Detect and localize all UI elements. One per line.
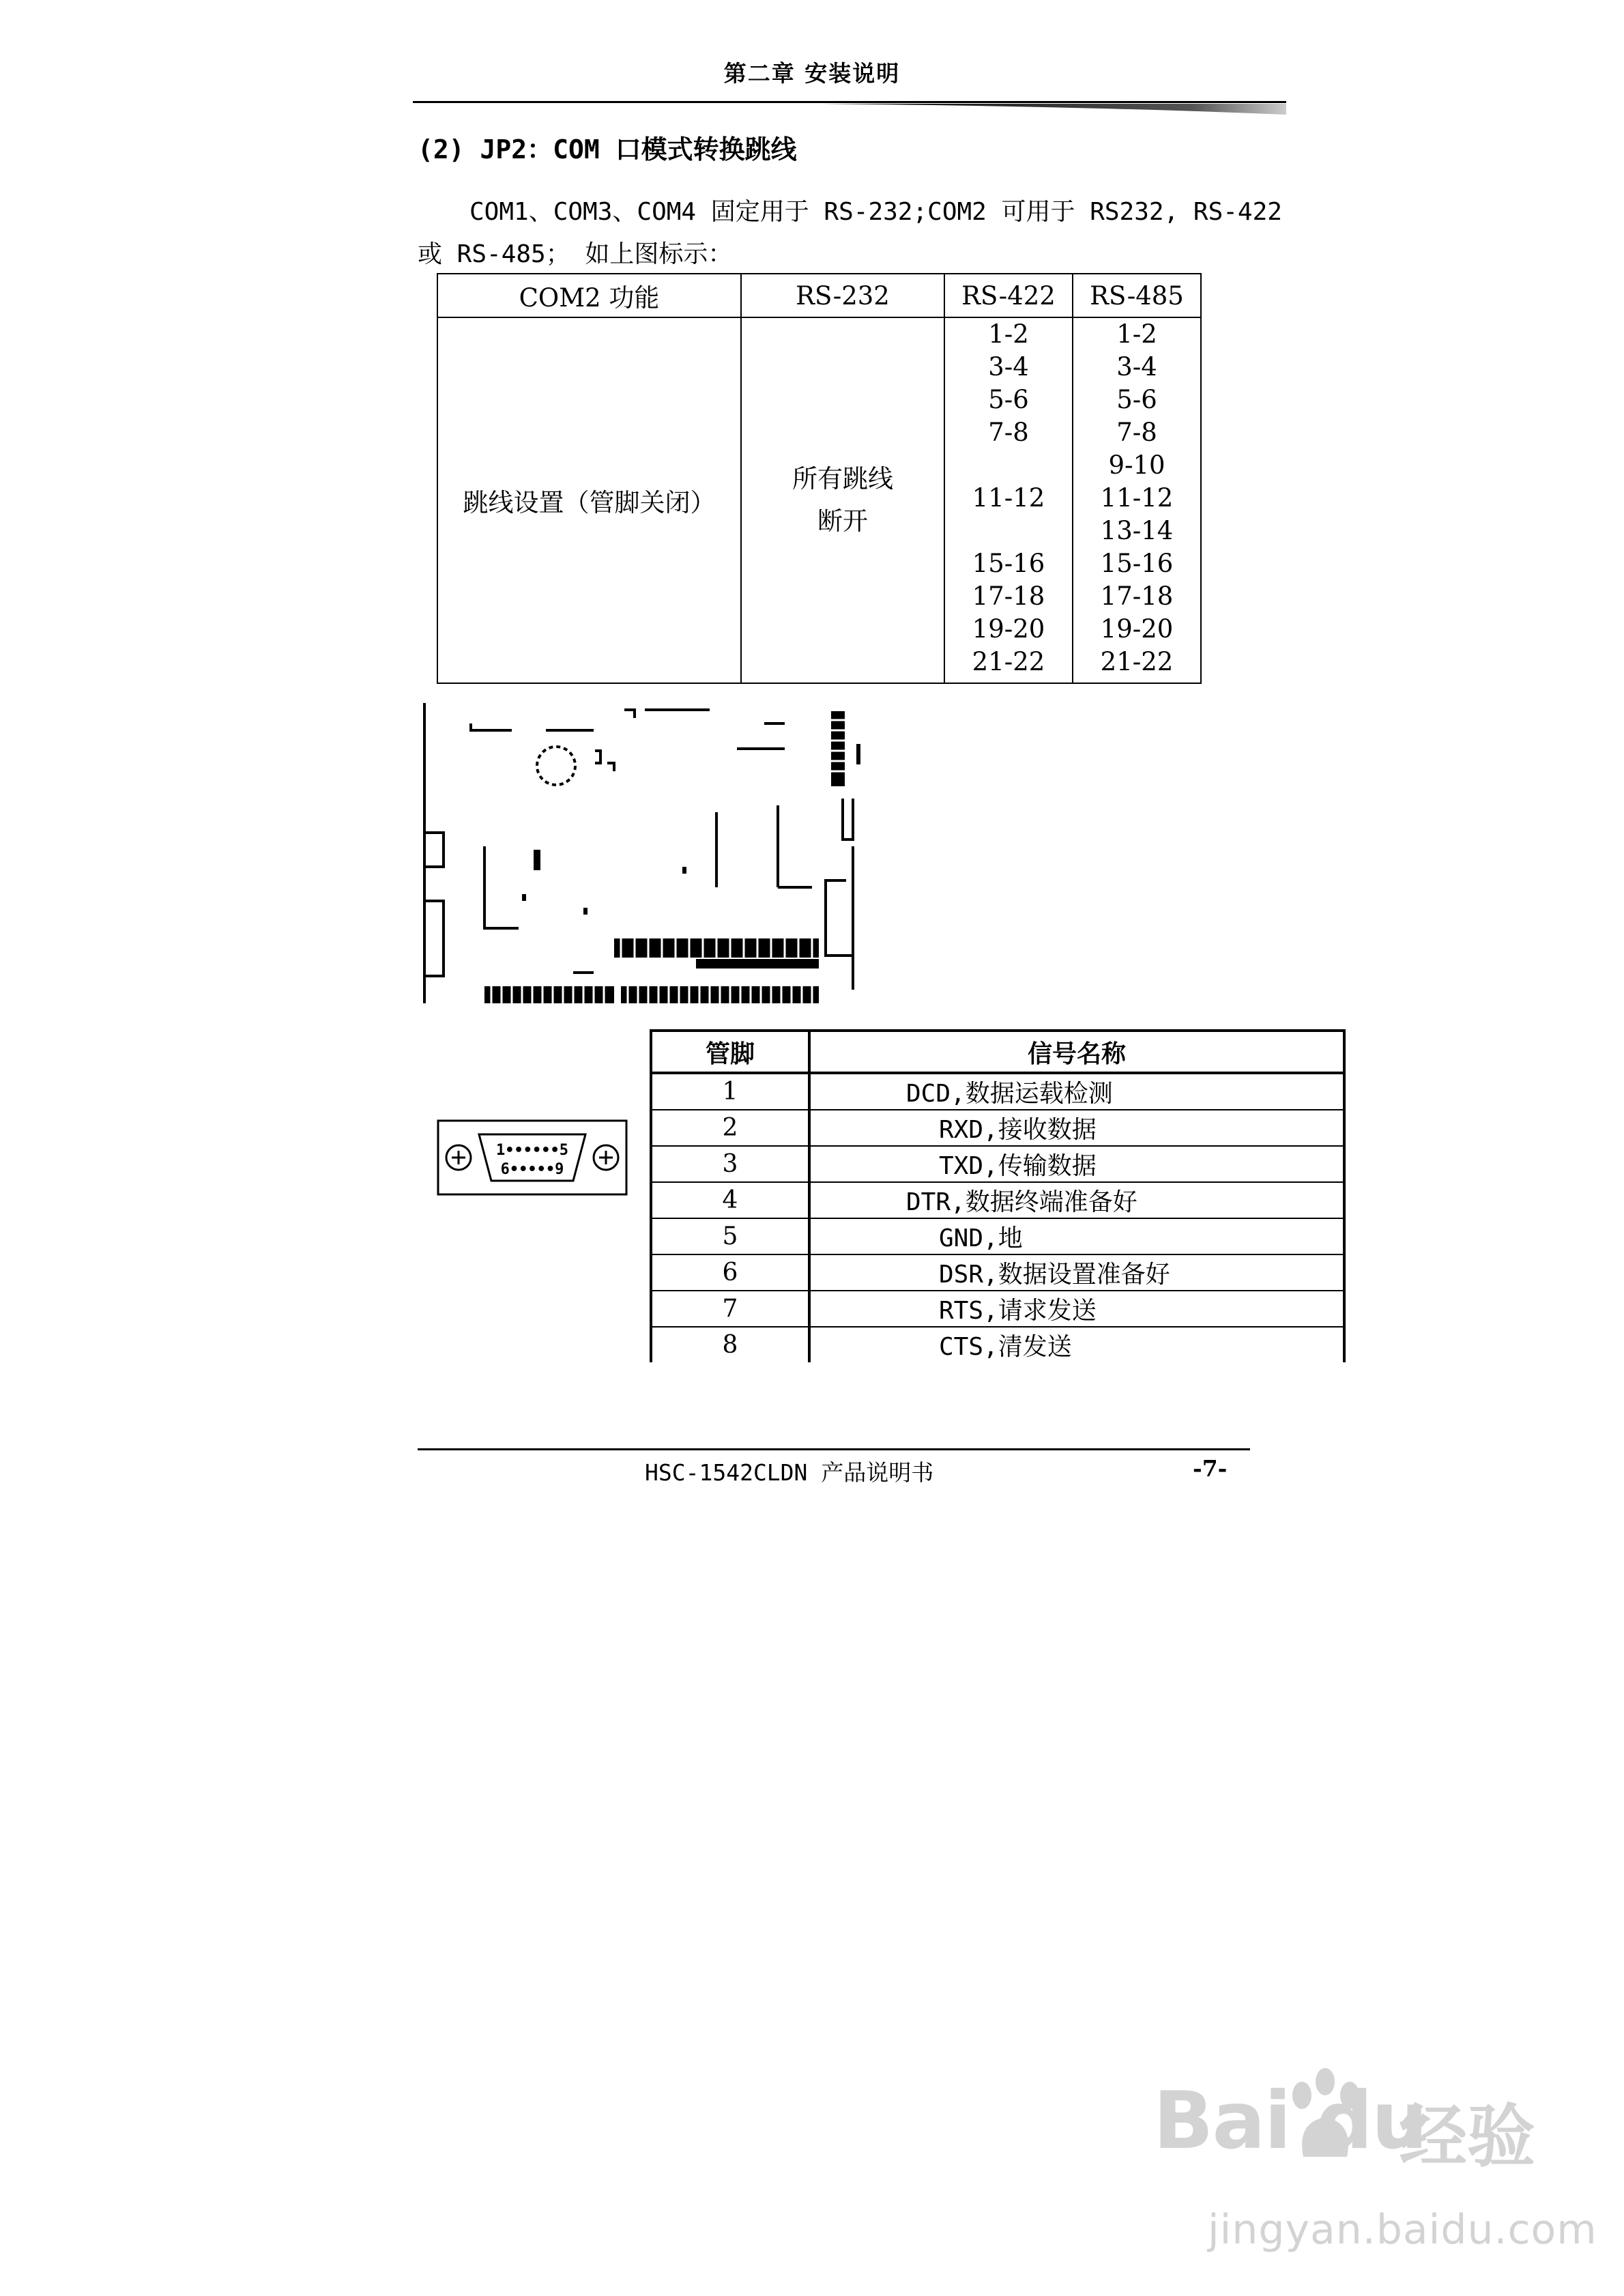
pin-pair: 11-12 bbox=[972, 483, 1045, 513]
pin-pair bbox=[945, 515, 1072, 547]
signal-name: TXD,传输数据 bbox=[809, 1146, 1344, 1182]
pin-signal-table bbox=[650, 1029, 1346, 1362]
col-header-function: COM2 功能 bbox=[437, 274, 741, 317]
pin-pair: 5-6 bbox=[1116, 385, 1157, 414]
signal-name: DCD,数据运载检测 bbox=[809, 1073, 1344, 1110]
jumper-table-header bbox=[437, 274, 1201, 317]
table-row bbox=[651, 1110, 1344, 1146]
col-header-pin: 管脚 bbox=[651, 1031, 809, 1073]
watermark-url: jingyan.baidu.com bbox=[1208, 2206, 1597, 2254]
pin-pair bbox=[945, 449, 1072, 482]
db9-connector-diagram bbox=[437, 1119, 628, 1196]
table-row bbox=[651, 1218, 1344, 1254]
pin-pair: 1-2 bbox=[1116, 319, 1157, 349]
table-row bbox=[651, 1291, 1344, 1327]
signal-name: CTS,清发送 bbox=[809, 1327, 1344, 1362]
pin-pair: 7-8 bbox=[1116, 418, 1157, 447]
connector-top-pins: 1••••••5 bbox=[496, 1142, 568, 1159]
header-rule bbox=[413, 101, 1286, 116]
pin-number: 6 bbox=[651, 1254, 809, 1291]
baidu-jingyan-watermark bbox=[1153, 2075, 1597, 2280]
pin-pair: 1-2 bbox=[988, 319, 1029, 349]
watermark-brand: Bai du bbox=[1153, 2075, 1427, 2167]
paragraph-line-1: COM1、COM3、COM4 固定用于 RS-232;COM2 可用于 RS232, RS-422 bbox=[469, 198, 1282, 226]
rs232-line-1: 所有跳线 bbox=[792, 464, 893, 493]
signal-name: RTS,请求发送 bbox=[809, 1291, 1344, 1327]
pin-pair: 9-10 bbox=[1108, 450, 1165, 480]
footer-rule bbox=[418, 1448, 1250, 1450]
pin-pair: 15-16 bbox=[972, 549, 1045, 578]
pin-pair: 3-4 bbox=[1116, 352, 1157, 382]
pin-pair: 15-16 bbox=[1100, 549, 1174, 578]
jumper-table-row bbox=[437, 317, 1201, 683]
pin-pair: 17-18 bbox=[1100, 582, 1174, 611]
rs422-pins bbox=[944, 317, 1073, 683]
pin-number: 1 bbox=[651, 1073, 809, 1110]
table-row bbox=[651, 1073, 1344, 1110]
pin-number: 7 bbox=[651, 1291, 809, 1327]
pin-pair: 11-12 bbox=[1100, 483, 1174, 513]
watermark-jingyan: 经验 bbox=[1399, 2097, 1535, 2177]
pin-number: 5 bbox=[651, 1218, 809, 1254]
table-row bbox=[651, 1254, 1344, 1291]
pin-number: 8 bbox=[651, 1327, 809, 1362]
pin-pair: 19-20 bbox=[972, 614, 1045, 644]
motherboard-diagram bbox=[416, 703, 894, 1003]
signal-name: GND,地 bbox=[809, 1218, 1344, 1254]
pin-pair: 7-8 bbox=[988, 418, 1029, 447]
signal-name: DTR,数据终端准备好 bbox=[809, 1182, 1344, 1218]
table-row bbox=[651, 1182, 1344, 1218]
section-title: (2) JP2：COM 口模式转换跳线 bbox=[418, 134, 797, 164]
pin-number: 3 bbox=[651, 1146, 809, 1182]
footer-doc-name: HSC-1542CLDN 产品说明书 bbox=[645, 1459, 934, 1486]
rs232-line-2: 断开 bbox=[817, 506, 868, 536]
table-row bbox=[651, 1327, 1344, 1362]
col-header-signal: 信号名称 bbox=[809, 1031, 1344, 1073]
pin-number: 2 bbox=[651, 1110, 809, 1146]
pin-pair: 13-14 bbox=[1100, 516, 1174, 545]
col-header-rs485: RS-485 bbox=[1073, 274, 1201, 317]
pin-pair: 5-6 bbox=[988, 385, 1029, 414]
rs485-pins bbox=[1073, 317, 1201, 683]
signal-name: RXD,接收数据 bbox=[809, 1110, 1344, 1146]
chapter-title: 第二章 安装说明 bbox=[723, 60, 901, 87]
pin-pair: 3-4 bbox=[988, 352, 1029, 382]
signal-name: DSR,数据设置准备好 bbox=[809, 1254, 1344, 1291]
pin-pair: 19-20 bbox=[1100, 614, 1174, 644]
pin-table-header bbox=[651, 1031, 1344, 1073]
paragraph-line-2: 或 RS-485； 如上图标示： bbox=[418, 240, 733, 268]
col-header-rs232: RS-232 bbox=[741, 274, 944, 317]
col-header-rs422: RS-422 bbox=[944, 274, 1073, 317]
jumper-table bbox=[437, 273, 1202, 684]
rs232-cell bbox=[741, 317, 944, 683]
table-row bbox=[651, 1146, 1344, 1182]
pin-pair: 21-22 bbox=[972, 647, 1045, 676]
row-label: 跳线设置（管脚关闭） bbox=[437, 317, 741, 683]
pin-pair: 17-18 bbox=[972, 582, 1045, 611]
page-number: -7- bbox=[1193, 1455, 1228, 1482]
connector-bottom-pins: 6•••••9 bbox=[500, 1161, 564, 1178]
pin-number: 4 bbox=[651, 1182, 809, 1218]
pin-pair: 21-22 bbox=[1100, 647, 1174, 676]
